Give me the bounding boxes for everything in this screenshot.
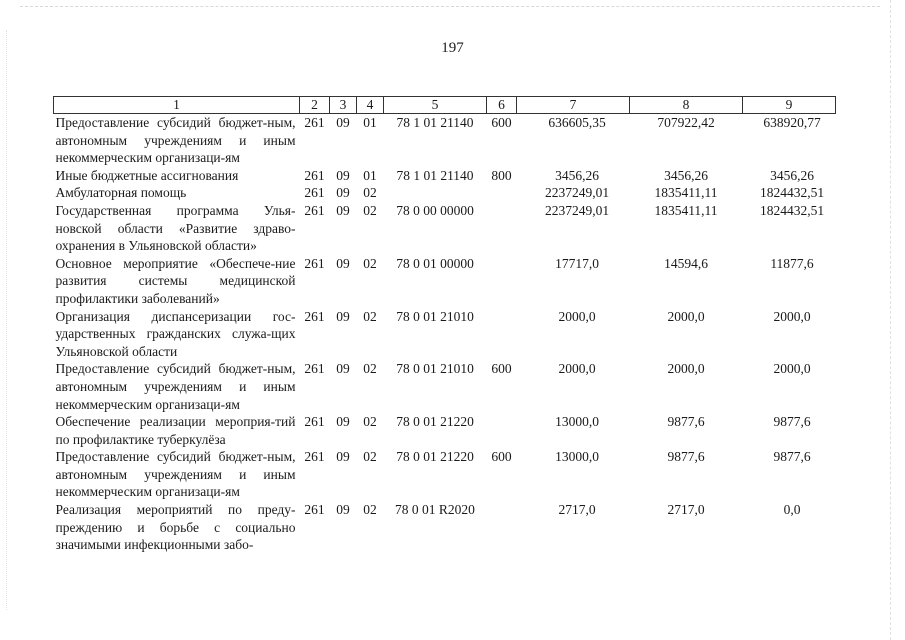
amount-col7: 636605,35 [548,115,606,130]
table-row [54,167,836,185]
code-target-article: 78 0 01 21220 [396,449,474,465]
code-expense-type [487,501,517,554]
amount-col8: 1835411,11 [654,185,718,201]
table-row [54,448,836,501]
code-ministry: 261 [304,115,325,130]
code-target-article: 78 0 01 21220 [396,414,474,430]
amount-col9: 3456,26 [770,167,814,183]
code-target-article: 78 0 01 00000 [396,255,474,271]
code-section: 09 [336,449,350,465]
row-description: Предоставление субсидий бюджет-ным, автономным учреждениям и иным некоммерческим организаци-ям [55,449,296,500]
amount-col8: 1835411,11 [654,202,718,218]
amount-col7: 3456,26 [555,167,599,183]
code-ministry: 261 [304,167,325,183]
table-row [54,308,836,361]
amount-col7: 13000,0 [555,449,599,465]
amount-col7: 2237249,01 [544,202,610,218]
code-ministry: 261 [304,361,325,377]
page-number: 197 [441,40,464,56]
code-ministry: 261 [304,308,325,324]
code-subsection: 02 [363,185,377,201]
code-subsection: 02 [363,414,377,430]
code-expense-type [487,184,517,202]
code-expense-type [487,308,517,361]
code-expense-type: 600 [491,361,512,377]
code-section: 09 [336,502,350,518]
column-header: 9 [743,97,836,114]
code-subsection: 02 [363,202,377,218]
column-header: 3 [330,97,357,114]
amount-col9: 9877,6 [773,449,811,465]
row-description: Иные бюджетные ассигнования [55,167,239,183]
code-subsection: 01 [363,115,377,130]
table-row [54,255,836,308]
amount-col9: 11877,6 [770,255,814,271]
amount-col8: 2717,0 [667,502,705,518]
amount-col9: 0,0 [783,502,801,518]
column-header: 4 [357,97,384,114]
column-header: 5 [384,97,487,114]
amount-col8: 9877,6 [667,449,705,465]
code-ministry: 261 [304,449,325,465]
code-target-article: 78 1 01 21140 [396,115,474,130]
amount-col8: 14594,6 [664,255,708,271]
row-description: Реализация мероприятий по преду-преждению и борьбе с социально значимыми инфекционными забо- [55,502,296,553]
code-section: 09 [336,185,350,201]
code-target-article [384,184,487,202]
code-section: 09 [336,115,350,130]
code-expense-type: 800 [491,167,512,183]
code-subsection: 02 [363,449,377,465]
code-section: 09 [336,361,350,377]
amount-col9: 1824432,51 [759,202,825,218]
table-row [54,413,836,448]
code-section: 09 [336,308,350,324]
code-ministry: 261 [304,414,325,430]
table-row [54,501,836,554]
row-description: Предоставление субсидий бюджет-ным, автономным учреждениям и иным некоммерческим организаци-ям [55,361,296,412]
code-expense-type [487,202,517,255]
code-ministry: 261 [304,185,325,201]
table-header-row [54,97,836,114]
row-description: Обеспечение реализации мероприя-тий по профилактике туберкулёза [55,414,296,447]
budget-table [53,96,836,554]
code-subsection: 01 [363,167,377,183]
code-target-article: 78 0 01 R2020 [395,502,475,518]
code-expense-type [487,413,517,448]
amount-col9: 2000,0 [773,361,811,377]
scan-edge-left [6,30,7,610]
amount-col8: 2000,0 [667,308,705,324]
row-description: Государственная программа Улья-новской области «Развитие здраво-охранения в Ульяновской области» [55,202,296,254]
code-section: 09 [336,167,350,183]
amount-col7: 17717,0 [555,255,599,271]
row-description: Организация диспансеризации гос-ударственных гражданских служа-щих Ульяновской области [55,308,296,359]
column-header: 6 [487,97,517,114]
table-row [54,360,836,413]
code-expense-type: 600 [491,449,512,465]
amount-col8: 9877,6 [667,414,705,430]
amount-col8: 2000,0 [667,361,705,377]
code-subsection: 02 [363,308,377,324]
column-header: 2 [300,97,330,114]
column-header: 7 [517,97,630,114]
amount-col7: 2237249,01 [544,185,610,201]
code-target-article: 78 1 01 21140 [396,167,474,183]
amount-col7: 2717,0 [558,502,596,518]
amount-col9: 1824432,51 [759,185,825,201]
amount-col7: 2000,0 [558,308,596,324]
code-subsection: 02 [363,502,377,518]
code-expense-type [487,255,517,308]
amount-col9: 2000,0 [773,308,811,324]
code-ministry: 261 [304,255,325,271]
column-header: 1 [54,97,300,114]
table-row [54,184,836,202]
code-section: 09 [336,255,350,271]
code-subsection: 02 [363,361,377,377]
amount-col7: 2000,0 [558,361,596,377]
code-target-article: 78 0 01 21010 [396,308,474,324]
code-section: 09 [336,202,350,218]
table-row [54,202,836,255]
code-target-article: 78 0 00 00000 [396,202,474,218]
scan-edge-right [890,0,891,640]
row-description: Предоставление субсидий бюджет-ным, автономным учреждениям и иным некоммерческим организаци-ям [55,115,296,166]
amount-col8: 707922,42 [657,115,715,130]
row-description: Основное мероприятие «Обеспече-ние развития системы медицинской профилактики заболеваний» [55,255,296,306]
amount-col9: 638920,77 [763,115,821,130]
column-header: 8 [630,97,743,114]
code-section: 09 [336,414,350,430]
code-ministry: 261 [304,502,325,518]
code-expense-type: 600 [491,115,512,130]
code-ministry: 261 [304,202,325,218]
code-subsection: 02 [363,255,377,271]
row-description: Амбулаторная помощь [55,185,187,201]
amount-col8: 3456,26 [664,167,708,183]
amount-col9: 9877,6 [773,414,811,430]
code-target-article: 78 0 01 21010 [396,361,474,377]
table-row [54,114,836,167]
scan-edge-top [20,6,880,7]
amount-col7: 13000,0 [555,414,599,430]
